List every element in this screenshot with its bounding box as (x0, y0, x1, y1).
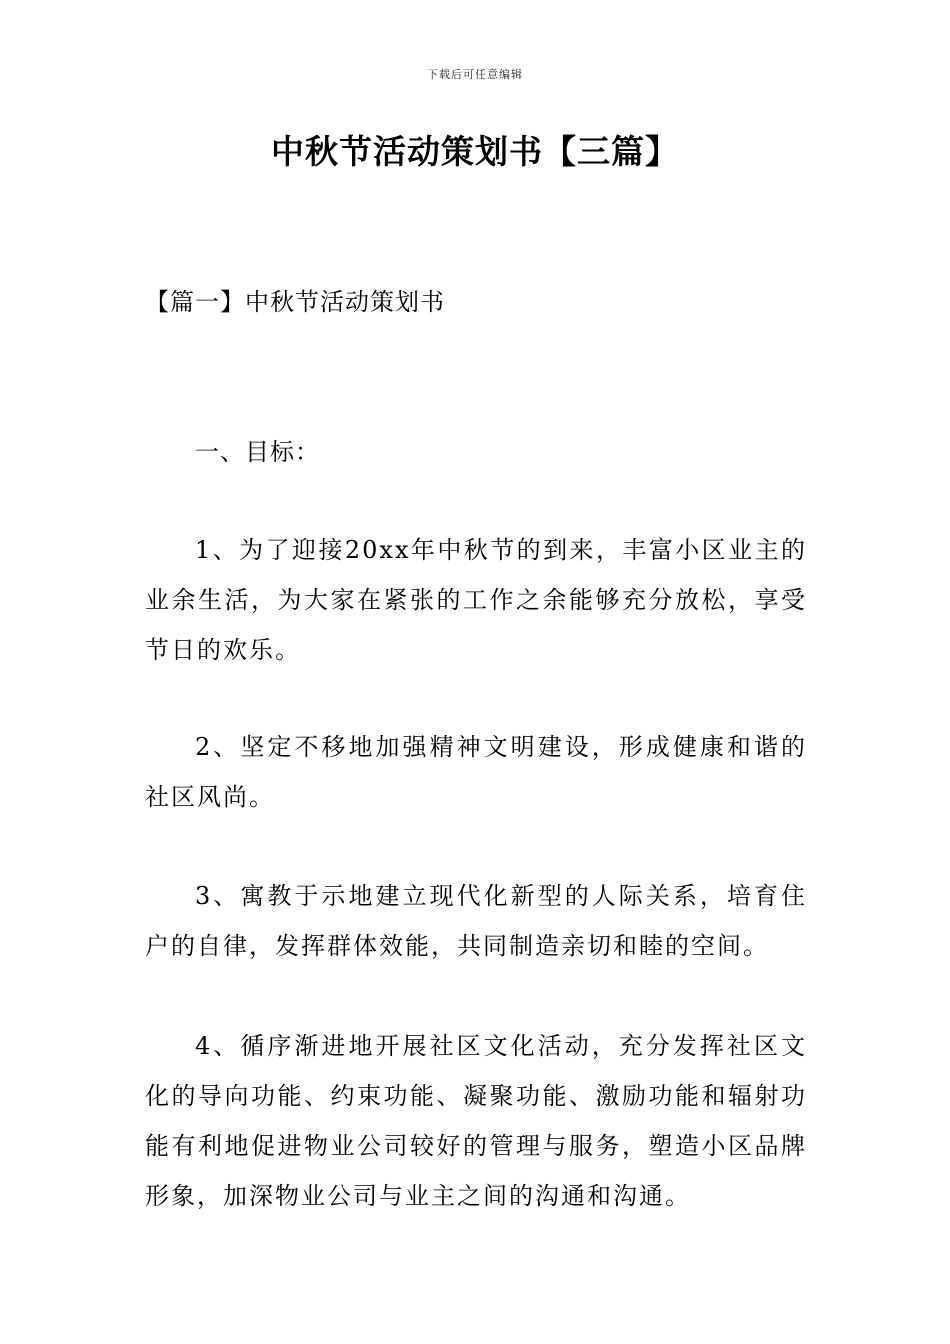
paragraph-4: 4、循序渐进地开展社区文化活动，充分发挥社区文化的导向功能、约束功能、凝聚功能、激励功能和辐射功能有利地促进物业公司较好的管理与服务，塑造小区品牌形象，加深物业公司与业主之间的沟通和沟通。 (145, 1032, 807, 1210)
header-note: 下载后可任意编辑 (427, 68, 523, 81)
section-title: 【篇一】中秋节活动策划书 (145, 288, 445, 316)
document-title: 中秋节活动策划书【三篇】 (271, 132, 679, 171)
paragraph-3: 3、寓教于示地建立现代化新型的人际关系，培育住户的自律，发挥群体效能，共同制造亲切和睦的空间。 (145, 882, 807, 960)
paragraph-1: 1、为了迎接20xx年中秋节的到来，丰富小区业主的业余生活，为大家在紧张的工作之余能够充分放松，享受节日的欢乐。 (145, 536, 807, 664)
goal-heading: 一、目标： (195, 438, 320, 466)
paragraph-2: 2、坚定不移地加强精神文明建设，形成健康和谐的社区风尚。 (145, 733, 807, 811)
